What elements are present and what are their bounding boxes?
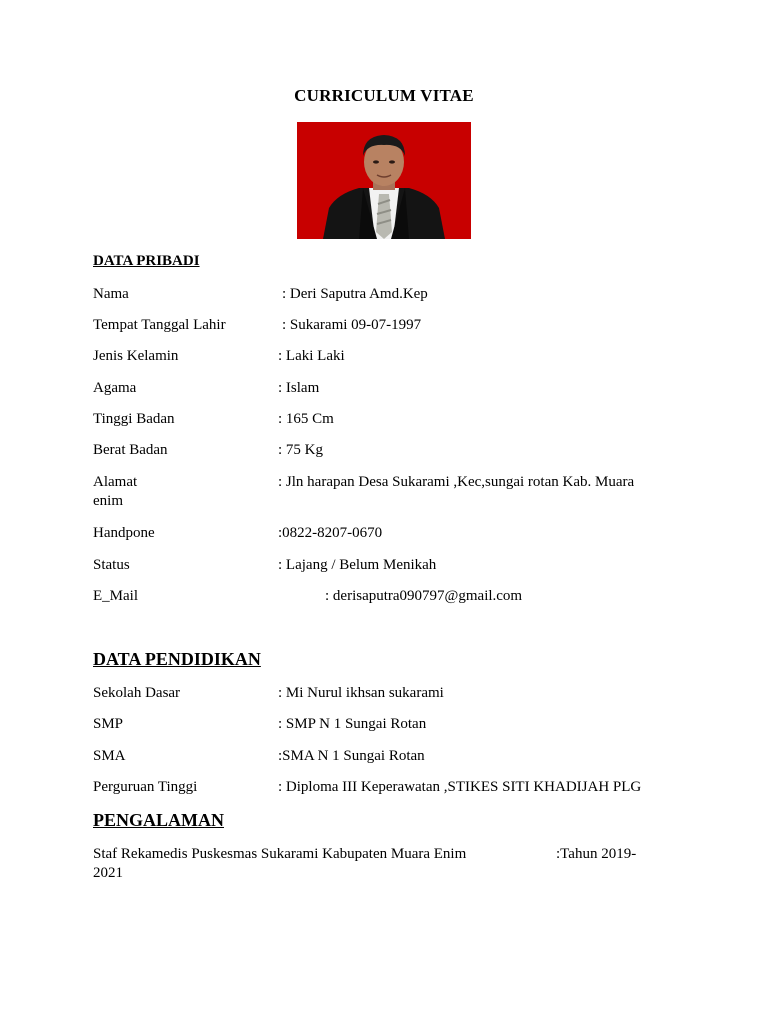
row-label: Tinggi Badan [93,411,175,427]
row-label: SMP [93,716,124,732]
row-label: Jenis Kelamin [93,348,179,364]
row-value: : Laki Laki [278,348,345,364]
row-label: Status [93,557,130,573]
row-label: Nama [93,286,129,302]
row-value: : Sukarami 09-07-1997 [282,317,422,333]
row-label: Tempat Tanggal Lahir [93,317,226,333]
row-label: Alamat [93,474,138,490]
row-value: : Lajang / Belum Menikah [278,557,437,573]
row-value: :0822-8207-0670 [278,525,383,541]
row-value: : SMP N 1 Sungai Rotan [278,716,427,732]
row-label: Handpone [93,525,155,541]
row-label: Sekolah Dasar [93,685,181,701]
experience-year-label: :Tahun 2019- [556,846,637,862]
row-value: : Diploma III Keperawatan ,STIKES SITI KHADIJAH PLG [278,779,642,795]
row-label: Berat Badan [93,442,168,458]
row-value-continuation: enim [93,493,123,509]
row-label: Perguruan Tinggi [93,779,198,795]
section-heading-pengalaman: PENGALAMAN [93,810,224,830]
row-label: E_Mail [93,588,138,604]
row-value: : Mi Nurul ikhsan sukarami [278,685,444,701]
section-heading-data-pendidikan: DATA PENDIDIKAN [93,649,261,669]
section-heading-data-pribadi: DATA PRIBADI [93,253,200,269]
row-label: SMA [93,748,126,764]
row-value: : 75 Kg [278,442,323,458]
row-value: : Deri Saputra Amd.Kep [282,286,428,302]
experience-year-end: 2021 [93,865,123,881]
profile-photo [297,122,471,239]
row-label: Agama [93,380,137,396]
row-value: : Islam [278,380,320,396]
row-value: : derisaputra090797@gmail.com [325,588,523,604]
row-value: :SMA N 1 Sungai Rotan [278,748,425,764]
row-value: : Jln harapan Desa Sukarami ,Kec,sungai rotan Kab. Muara [278,474,635,490]
experience-position: Staf Rekamedis Puskesmas Sukarami Kabupaten Muara Enim [93,846,467,862]
document-title: CURRICULUM VITAE [294,86,474,105]
row-value: : 165 Cm [278,411,334,427]
